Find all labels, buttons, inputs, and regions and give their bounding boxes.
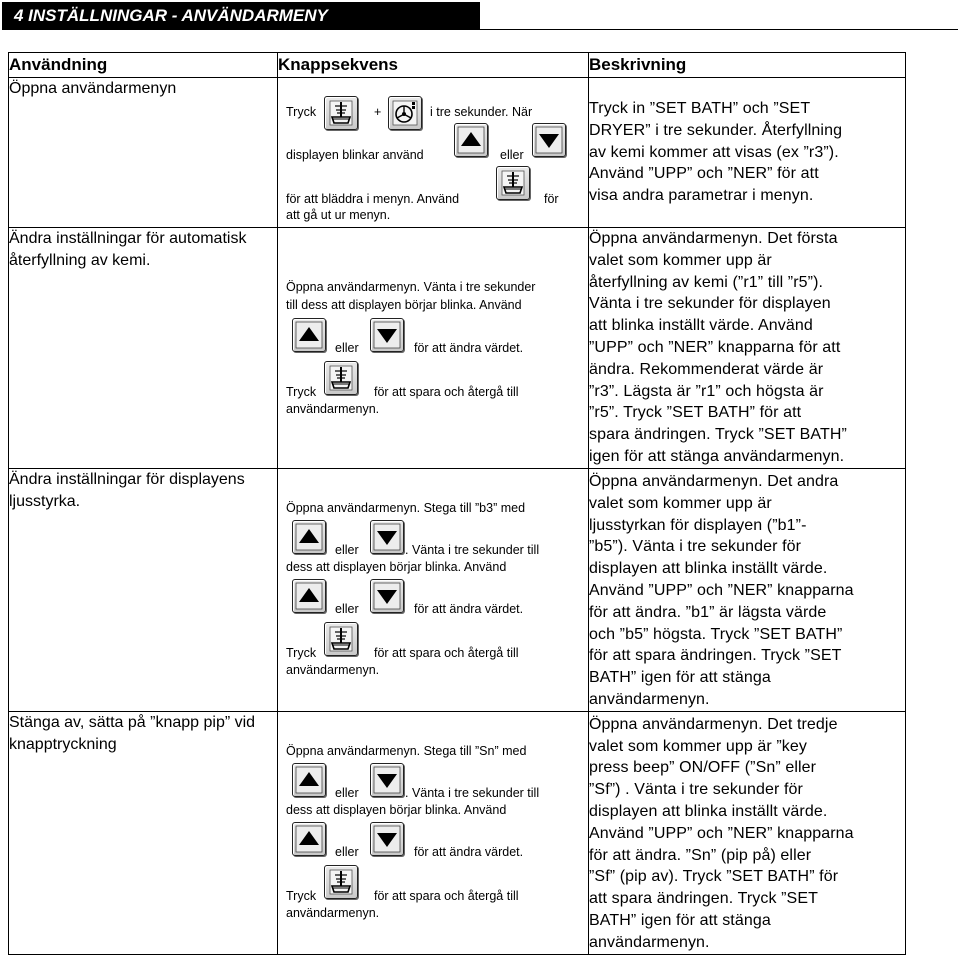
desc-line: ”Sf”) . Vänta i tre sekunder för <box>589 781 803 799</box>
set-bath-key-icon <box>324 865 358 899</box>
col-header-usage: Användning <box>9 53 278 78</box>
desc-line: och ”b5” högsta. Tryck ”SET BATH” <box>589 625 843 643</box>
seq-text: + <box>374 105 382 119</box>
desc-line: att blinka inställt värde. Använd <box>589 317 813 335</box>
seq-text: eller <box>335 543 359 557</box>
down-key-icon <box>370 763 404 797</box>
section-title: 4 INSTÄLLNINGAR - ANVÄNDARMENY <box>2 2 480 30</box>
description-cell <box>589 228 906 469</box>
desc-line: ändra. Rekommenderat värde är <box>589 360 824 378</box>
col-header-key-sequence: Knappsekvens <box>278 53 589 78</box>
col-header-description: Beskrivning <box>589 53 906 78</box>
desc-line: användarmenyn. <box>589 690 710 708</box>
desc-line: displayen att blinka inställt värde. <box>589 802 828 820</box>
seq-text: att gå ut ur menyn. <box>286 208 391 222</box>
table-header-row <box>9 53 906 78</box>
seq-text: Öppna användarmenyn. Stega till ”b3” med <box>286 501 526 515</box>
set-bath-key-icon <box>496 166 530 200</box>
seq-text: eller <box>335 341 359 355</box>
desc-line: valet som kommer upp är ”key <box>589 737 807 755</box>
seq-text: eller <box>335 602 359 616</box>
desc-line: ”b5”). Vänta i tre sekunder för <box>589 538 802 556</box>
desc-line: BATH” igen för att stänga <box>589 669 771 687</box>
table-row <box>9 469 906 712</box>
desc-line: igen för att stänga användarmenyn. <box>589 447 845 465</box>
desc-line: Tryck in ”SET BATH” och ”SET <box>589 100 811 117</box>
seq-text: för att spara och återgå till <box>374 888 519 903</box>
header-rule <box>2 29 958 30</box>
seq-text: Tryck <box>286 888 317 903</box>
usage-cell: Ändra inställningar för displayens ljusstyrka. <box>9 469 278 712</box>
seq-text: i tre sekunder. När <box>430 105 533 119</box>
desc-line: displayen att blinka inställt värde. <box>589 560 828 578</box>
desc-line: Öppna användarmenyn. Det andra <box>589 473 839 490</box>
seq-text: Tryck <box>286 105 317 119</box>
description-cell <box>589 711 906 954</box>
desc-line: ”r3”. Lägsta är ”r1” och högsta är <box>589 382 824 400</box>
seq-text: för att spara och återgå till <box>374 385 519 399</box>
description-cell <box>589 78 906 228</box>
usage-cell: Stänga av, sätta på ”knapp pip” vid knapptryckning <box>9 711 278 954</box>
seq-text: Tryck <box>286 385 317 399</box>
set-bath-key-icon <box>324 622 358 656</box>
seq-text: för att bläddra i menyn. Använd <box>286 192 460 206</box>
sequence-cell <box>278 711 589 954</box>
usage-cell: Öppna användarmenyn <box>9 78 278 228</box>
desc-line: Öppna användarmenyn. Det tredje <box>589 715 838 733</box>
seq-text: Tryck <box>286 646 317 660</box>
up-key-icon <box>292 763 326 797</box>
set-dryer-key-icon <box>388 96 422 130</box>
seq-text: eller <box>335 785 359 800</box>
desc-line: ”Sf” (pip av). Tryck ”SET BATH” för <box>589 868 839 886</box>
desc-line: ”r5”. Tryck ”SET BATH” för att <box>589 404 802 422</box>
seq-text: användarmenyn. <box>286 402 380 416</box>
seq-text: eller <box>335 844 359 859</box>
sequence-cell <box>278 469 589 712</box>
seq-text: för att spara och återgå till <box>374 646 519 660</box>
seq-text: till dess att displayen börjar blinka. Använd <box>286 298 522 312</box>
desc-line: Använd ”UPP” och ”NER” för att <box>589 165 819 183</box>
desc-line: DRYER” i tre sekunder. Återfyllning <box>589 121 843 139</box>
seq-text: eller <box>500 148 524 162</box>
desc-line: Använd ”UPP” och ”NER” knapparna <box>589 581 854 599</box>
table-row <box>9 711 906 954</box>
set-bath-key-icon <box>324 361 358 395</box>
sequence-cell <box>278 78 589 228</box>
down-key-icon <box>370 520 404 554</box>
seq-text: displayen blinkar använd <box>286 148 424 162</box>
table-row <box>9 228 906 469</box>
seq-text: användarmenyn. <box>286 905 380 920</box>
seq-text: för <box>544 192 559 206</box>
usage-cell: Ändra inställningar för automatisk återfyllning av kemi. <box>9 228 278 469</box>
desc-line: BATH” igen för att stänga <box>589 911 771 929</box>
desc-line: spara ändringen. Tryck ”SET BATH” <box>589 426 847 444</box>
desc-line: för att ändra. ”b1” är lägsta värde <box>589 603 827 621</box>
up-key-icon <box>454 123 488 157</box>
down-key-icon <box>532 123 566 157</box>
down-key-icon <box>370 318 404 352</box>
down-key-icon <box>370 822 404 856</box>
desc-line: för att ändra. ”Sn” (pip på) eller <box>589 846 812 864</box>
seq-text: för att ändra värdet. <box>414 602 524 616</box>
desc-line: Vänta i tre sekunder för displayen <box>589 295 831 313</box>
up-key-icon <box>292 579 326 613</box>
desc-line: användarmenyn. <box>589 933 710 951</box>
seq-text: Öppna användarmenyn. Vänta i tre sekunder <box>286 280 536 294</box>
desc-line: av kemi kommer att visas (ex ”r3”). <box>589 143 839 161</box>
desc-line: valet som kommer upp är <box>589 494 772 512</box>
table-row <box>9 78 906 228</box>
seq-text: . Vänta i tre sekunder till <box>405 543 540 557</box>
set-bath-key-icon <box>324 96 358 130</box>
desc-line: visa andra parametrar i menyn. <box>589 187 814 205</box>
desc-line: valet som kommer upp är <box>589 251 772 269</box>
seq-text: Öppna användarmenyn. Stega till ”Sn” med <box>286 743 527 758</box>
seq-text: dess att displayen börjar blinka. Använd <box>286 802 507 817</box>
sequence-cell <box>278 228 589 469</box>
desc-line: ljusstyrkan för displayen (”b1”- <box>589 516 807 534</box>
desc-line: att spara ändringen. Tryck ”SET <box>589 890 818 908</box>
up-key-icon <box>292 318 326 352</box>
desc-line: återfyllning av kemi (”r1” till ”r5”). <box>589 273 824 291</box>
desc-line: Använd ”UPP” och ”NER” knapparna <box>589 824 854 842</box>
seq-text: för att ändra värdet. <box>414 341 524 355</box>
desc-line: press beep” ON/OFF (”Sn” eller <box>589 759 817 777</box>
description-cell <box>589 469 906 712</box>
seq-text: dess att displayen börjar blinka. Använd <box>286 560 507 574</box>
down-key-icon <box>370 579 404 613</box>
seq-text: . Vänta i tre sekunder till <box>405 785 540 800</box>
desc-line: ”UPP” och ”NER” knapparna för att <box>589 338 841 356</box>
seq-text: för att ändra värdet. <box>414 844 524 859</box>
desc-line: för att spara ändringen. Tryck ”SET <box>589 647 842 665</box>
settings-table <box>8 52 906 955</box>
up-key-icon <box>292 520 326 554</box>
up-key-icon <box>292 822 326 856</box>
seq-text: användarmenyn. <box>286 663 380 677</box>
desc-line: Öppna användarmenyn. Det första <box>589 230 838 247</box>
